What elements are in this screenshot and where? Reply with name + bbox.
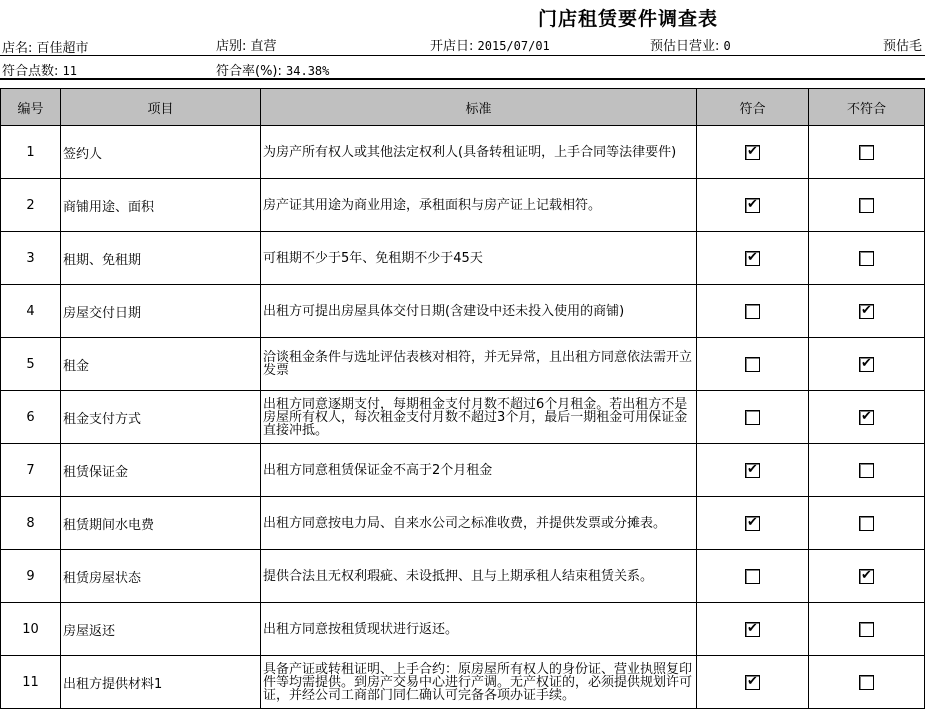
pass-cell [697,179,809,232]
row-standard: 房产证其用途为商业用途，承租面积与房产证上记载相符。 [261,179,697,232]
row-number: 4 [1,285,61,338]
fail-cell [809,391,925,444]
fail-checkbox[interactable] [859,304,874,319]
table-header-row [1,89,925,126]
table-row [1,656,925,709]
row-standard: 洽谈租金条件与选址评估表核对相符，并无异常，且出租方同意依法需开立发票 [261,338,697,391]
fail-checkbox[interactable] [859,145,874,160]
pass-cell [697,338,809,391]
fail-checkbox[interactable] [859,516,874,531]
pass-rate-label: 符合率(%): [216,64,287,79]
row-standard: 提供合法且无权利瑕疵、未设抵押、且与上期承租人结束租赁关系。 [261,550,697,603]
fail-cell [809,444,925,497]
row-item: 商铺用途、面积 [61,179,261,232]
row-number: 10 [1,603,61,656]
table-row [1,550,925,603]
pass-rate [216,60,329,79]
page-title: 门店租赁要件调查表 [537,8,718,30]
row-number: 2 [1,179,61,232]
pass-cell [697,391,809,444]
col-header-number: 编号 [1,89,61,126]
fail-checkbox[interactable] [859,357,874,372]
pass-cell [697,497,809,550]
est-margin: 预估毛 [883,39,923,54]
open-date-value: 2015/07/01 [477,39,550,53]
fail-checkbox[interactable] [859,410,874,425]
row-item: 签约人 [61,126,261,179]
row-standard: 出租方同意按租赁现状进行返还。 [261,603,697,656]
pass-cell [697,126,809,179]
table-row [1,126,925,179]
table-row [1,497,925,550]
store-name: 店名: 百佳超市 [2,41,89,56]
pass-checkbox[interactable] [745,410,760,425]
header-divider [0,55,925,56]
pass-cell [697,550,809,603]
fail-checkbox[interactable] [859,251,874,266]
table-row [1,232,925,285]
est-sales-value: 0 [723,39,731,53]
fail-cell [809,603,925,656]
fail-checkbox[interactable] [859,675,874,690]
row-standard: 出租方同意按电力局、自来水公司之标准收费，并提供发票或分摊表。 [261,497,697,550]
pass-checkbox[interactable] [745,251,760,266]
col-header-fail: 不符合 [809,89,925,126]
row-item: 租赁期间水电费 [61,497,261,550]
row-standard: 出租方同意逐期支付，每期租金支付月数不超过6个月租金。若出租方不是房屋所有权人，每次租金支付月数不超过3个月，最后一期租金可用保证金直接冲抵。 [261,391,697,444]
est-daily-sales [650,35,731,54]
row-number: 5 [1,338,61,391]
pass-points-label: 符合点数: [2,64,63,79]
pass-rate-value: 34.38% [286,64,330,78]
row-item: 租赁保证金 [61,444,261,497]
fail-checkbox[interactable] [859,463,874,478]
table-row [1,444,925,497]
requirements-table [0,88,925,709]
row-standard: 出租方同意租赁保证金不高于2个月租金 [261,444,697,497]
row-number: 11 [1,656,61,709]
row-standard: 具备产证或转租证明、上手合约：原房屋所有权人的身份证、营业执照复印件等均需提供。到房产交易中心进行产调。无产权证的，必须提供规划许可证，并经公司工商部门同仁确认可完备各项办证手续。 [261,656,697,709]
pass-points [2,60,77,79]
table-row [1,285,925,338]
fail-cell [809,550,925,603]
table-row [1,338,925,391]
pass-cell [697,232,809,285]
row-number: 9 [1,550,61,603]
fail-checkbox[interactable] [859,198,874,213]
row-item: 出租方提供材料1 [61,656,261,709]
row-item: 租金支付方式 [61,391,261,444]
fail-cell [809,338,925,391]
pass-checkbox[interactable] [745,622,760,637]
col-header-standard: 标准 [261,89,697,126]
row-standard: 出租方可提出房屋具体交付日期(含建设中还未投入使用的商铺) [261,285,697,338]
pass-checkbox[interactable] [745,198,760,213]
est-sales-label: 预估日营业: [650,39,724,54]
pass-checkbox[interactable] [745,569,760,584]
summary-divider [0,78,925,80]
fail-cell [809,656,925,709]
pass-checkbox[interactable] [745,675,760,690]
pass-points-value: 11 [62,64,77,78]
pass-checkbox[interactable] [745,463,760,478]
pass-checkbox[interactable] [745,145,760,160]
table-row [1,179,925,232]
pass-cell [697,603,809,656]
row-item: 租期、免租期 [61,232,261,285]
row-item: 租赁房屋状态 [61,550,261,603]
pass-cell [697,285,809,338]
row-number: 1 [1,126,61,179]
fail-cell [809,497,925,550]
table-row [1,603,925,656]
pass-cell [697,656,809,709]
fail-checkbox[interactable] [859,622,874,637]
table-row [1,391,925,444]
row-number: 6 [1,391,61,444]
store-type: 店别: 直营 [216,39,277,54]
fail-cell [809,126,925,179]
row-number: 7 [1,444,61,497]
pass-checkbox[interactable] [745,304,760,319]
row-item: 房屋返还 [61,603,261,656]
pass-cell [697,444,809,497]
open-date [430,35,550,54]
fail-cell [809,285,925,338]
pass-checkbox[interactable] [745,357,760,372]
row-item: 租金 [61,338,261,391]
fail-cell [809,232,925,285]
col-header-item: 项目 [61,89,261,126]
row-number: 8 [1,497,61,550]
fail-cell [809,179,925,232]
fail-checkbox[interactable] [859,569,874,584]
row-standard: 可租期不少于5年、免租期不少于45天 [261,232,697,285]
row-number: 3 [1,232,61,285]
open-date-label: 开店日: [430,39,478,54]
row-standard: 为房产所有权人或其他法定权利人(具备转租证明，上手合同等法律要件) [261,126,697,179]
col-header-pass: 符合 [697,89,809,126]
pass-checkbox[interactable] [745,516,760,531]
row-item: 房屋交付日期 [61,285,261,338]
